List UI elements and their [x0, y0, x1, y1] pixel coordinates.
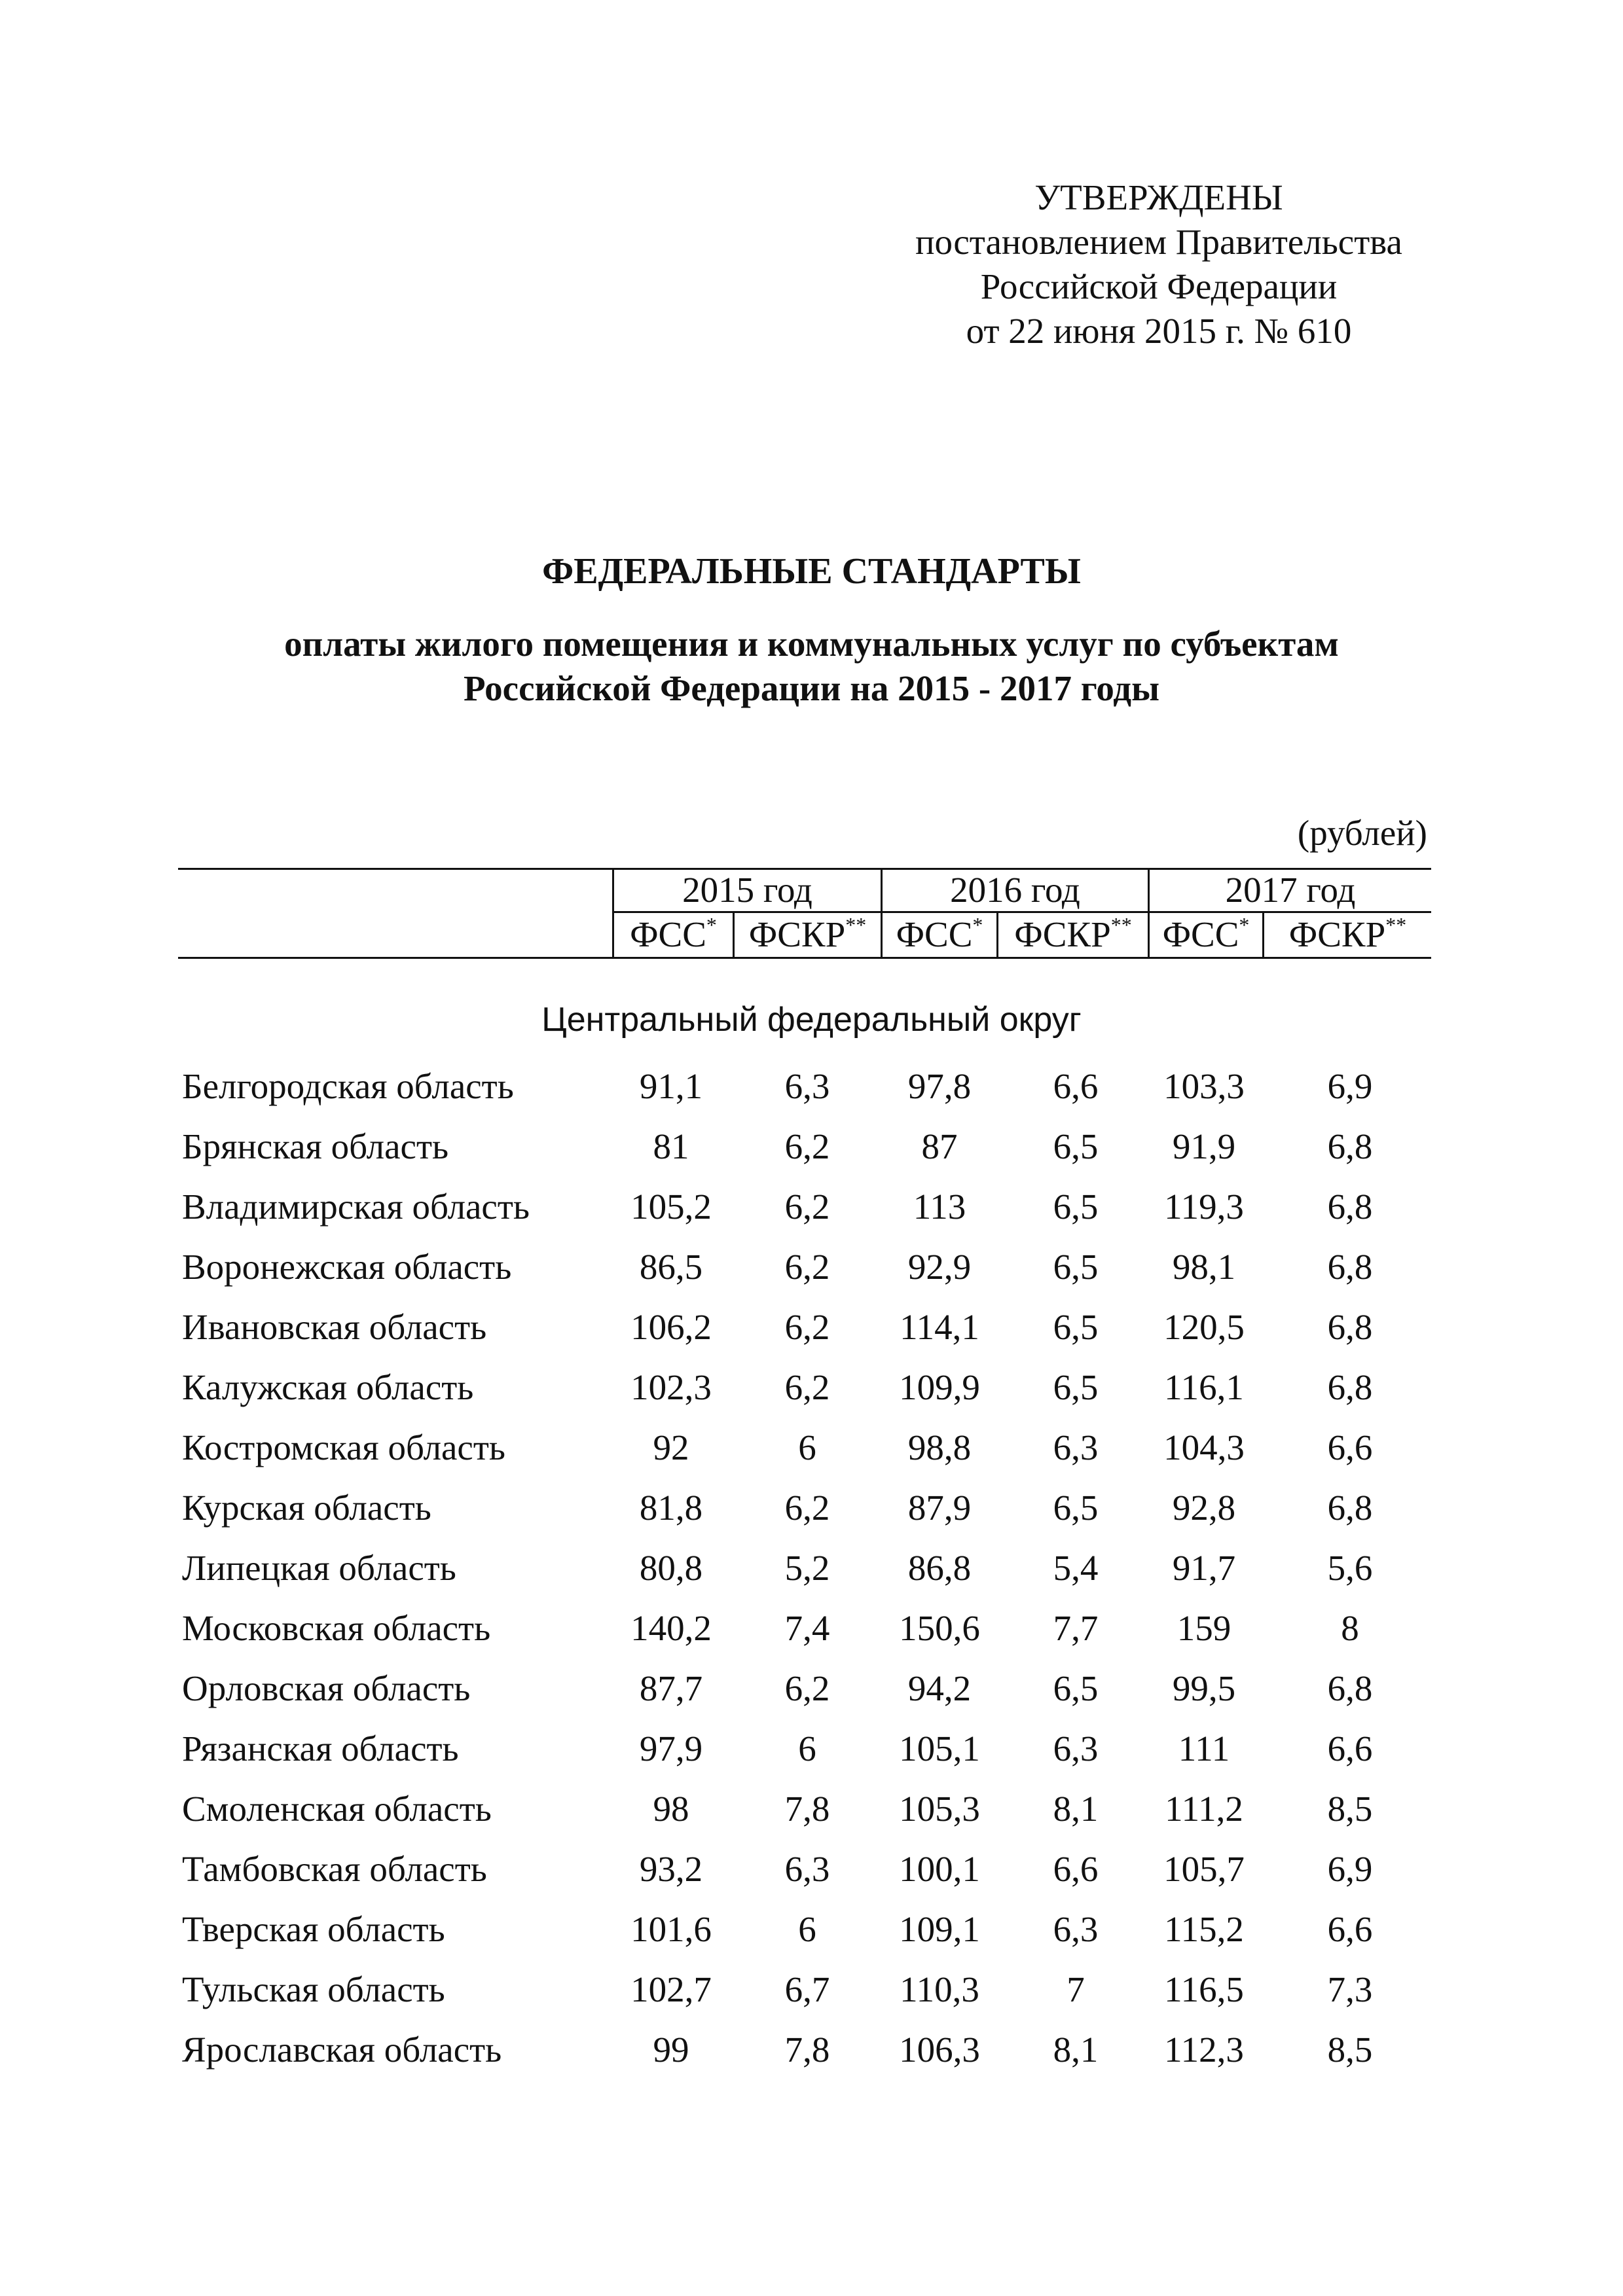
region-name: Смоленская область [182, 1789, 492, 1829]
value-fskr-2015: 6 [798, 1427, 816, 1467]
value-fskr-2016: 6,5 [1053, 1187, 1099, 1227]
value-fss-2015: 86,5 [639, 1247, 703, 1287]
region-name: Брянская область [182, 1126, 449, 1166]
value-fss-2017: 98,1 [1172, 1247, 1236, 1287]
value-fss-2017: 116,5 [1164, 1969, 1244, 2009]
value-fss-2016: 150,6 [899, 1608, 980, 1648]
year-header-2016: 2016 год [950, 870, 1080, 910]
value-fskr-2015: 7,4 [784, 1608, 830, 1648]
table-row [0, 1418, 1623, 1478]
value-fss-2015: 101,6 [630, 1909, 712, 1949]
value-fss-2015: 91,1 [639, 1066, 703, 1106]
value-fskr-2016: 6,5 [1053, 1367, 1099, 1407]
region-name: Орловская область [182, 1668, 471, 1708]
value-fskr-2015: 6,3 [784, 1066, 830, 1106]
region-name: Белгородская область [182, 1066, 514, 1106]
value-fskr-2015: 6,3 [784, 1849, 830, 1889]
value-fskr-2015: 6 [798, 1909, 816, 1949]
value-fskr-2016: 6,5 [1053, 1668, 1099, 1708]
value-fskr-2015: 6,2 [784, 1307, 830, 1347]
value-fss-2015: 81,8 [639, 1488, 703, 1528]
value-fss-2017: 159 [1176, 1608, 1231, 1648]
value-fss-2015: 99 [653, 2030, 689, 2070]
value-fskr-2017: 6,8 [1327, 1187, 1373, 1227]
region-name: Воронежская область [182, 1247, 512, 1287]
subtitle-line: оплаты жилого помещения и коммунальных услуг по субъектам [284, 624, 1339, 664]
column-header-fskr: ФСКР** [1288, 913, 1407, 954]
value-fss-2015: 92 [653, 1427, 689, 1467]
value-fss-2015: 97,9 [639, 1729, 703, 1768]
header-bottom-rule [178, 957, 1431, 959]
table-row [0, 1478, 1623, 1538]
value-fskr-2017: 6,9 [1327, 1849, 1373, 1889]
value-fss-2016: 106,3 [899, 2030, 980, 2070]
value-fskr-2017: 6,8 [1327, 1126, 1373, 1166]
value-fss-2017: 112,3 [1164, 2030, 1244, 2070]
value-fss-2016: 113 [913, 1187, 966, 1227]
value-fss-2016: 105,3 [899, 1789, 980, 1829]
value-fskr-2016: 6,5 [1053, 1488, 1099, 1528]
value-fskr-2015: 6,7 [784, 1969, 830, 2009]
table-row [0, 1056, 1623, 1117]
table-row [0, 1297, 1623, 1357]
value-fss-2017: 111,2 [1165, 1789, 1243, 1829]
document-subtitle [0, 622, 1623, 711]
approval-heading: УТВЕРЖДЕНЫ [1034, 177, 1283, 217]
value-fss-2017: 120,5 [1163, 1307, 1245, 1347]
value-fskr-2015: 7,8 [784, 2030, 830, 2070]
value-fskr-2017: 6,6 [1327, 1909, 1373, 1949]
table-row [0, 1117, 1623, 1177]
region-name: Липецкая область [182, 1548, 456, 1588]
year-header-2017: 2017 год [1225, 870, 1356, 910]
approval-date-line: от 22 июня 2015 г. № 610 [966, 311, 1352, 351]
value-fskr-2015: 6,2 [784, 1367, 830, 1407]
column-header-fss: ФСС* [896, 913, 983, 954]
table-row [0, 1899, 1623, 1960]
value-fss-2015: 81 [653, 1126, 689, 1166]
value-fskr-2015: 6,2 [784, 1488, 830, 1528]
value-fskr-2016: 6,3 [1053, 1729, 1099, 1768]
region-name: Тверская область [182, 1909, 445, 1949]
value-fskr-2015: 6,2 [784, 1247, 830, 1287]
value-fss-2017: 91,7 [1172, 1548, 1236, 1588]
value-fss-2016: 110,3 [900, 1969, 979, 2009]
value-fss-2016: 97,8 [907, 1066, 972, 1106]
value-fss-2015: 93,2 [639, 1849, 703, 1889]
value-fskr-2015: 6,2 [784, 1668, 830, 1708]
value-fss-2017: 116,1 [1164, 1367, 1244, 1407]
value-fss-2016: 94,2 [907, 1668, 972, 1708]
table-row [0, 2020, 1623, 2080]
value-fskr-2017: 6,8 [1327, 1247, 1373, 1287]
value-fskr-2015: 6 [798, 1729, 816, 1768]
value-fskr-2016: 6,3 [1053, 1427, 1099, 1467]
value-fss-2016: 87 [921, 1126, 958, 1166]
value-fskr-2016: 6,6 [1053, 1066, 1099, 1106]
value-fskr-2016: 6,5 [1053, 1247, 1099, 1287]
region-name: Рязанская область [182, 1729, 459, 1768]
value-fss-2015: 98 [653, 1789, 689, 1829]
column-header-fskr: ФСКР** [748, 913, 867, 954]
value-fss-2016: 100,1 [899, 1849, 980, 1889]
table-row [0, 1839, 1623, 1899]
region-name: Тамбовская область [182, 1849, 487, 1889]
table-row [0, 1659, 1623, 1719]
value-fss-2015: 105,2 [630, 1187, 712, 1227]
region-name: Тульская область [182, 1969, 445, 2009]
table-row [0, 1237, 1623, 1297]
region-name: Курская область [182, 1488, 431, 1528]
value-fskr-2016: 7 [1067, 1969, 1085, 2009]
value-fss-2017: 105,7 [1163, 1849, 1245, 1889]
value-fskr-2017: 8,5 [1327, 1789, 1373, 1829]
year-header-2015: 2015 год [682, 870, 812, 910]
region-name: Ярославская область [182, 2030, 502, 2070]
value-fss-2015: 87,7 [639, 1668, 703, 1708]
value-fskr-2017: 5,6 [1327, 1548, 1373, 1588]
value-fss-2016: 87,9 [907, 1488, 972, 1528]
approval-line: Российской Федерации [980, 266, 1338, 306]
value-fskr-2015: 7,8 [784, 1789, 830, 1829]
value-fskr-2017: 6,8 [1327, 1668, 1373, 1708]
approval-block [890, 175, 1427, 353]
value-fskr-2015: 6,2 [784, 1187, 830, 1227]
table-row [0, 1719, 1623, 1779]
value-fss-2017: 111 [1178, 1729, 1230, 1768]
value-fss-2017: 92,8 [1172, 1488, 1236, 1528]
table-row [0, 1598, 1623, 1659]
value-fskr-2016: 8,1 [1053, 2030, 1099, 2070]
value-fskr-2016: 6,6 [1053, 1849, 1099, 1889]
value-fskr-2017: 6,6 [1327, 1729, 1373, 1768]
value-fskr-2017: 6,8 [1327, 1367, 1373, 1407]
value-fss-2016: 114,1 [900, 1307, 979, 1347]
region-name: Ивановская область [182, 1307, 487, 1347]
value-fss-2016: 86,8 [907, 1548, 972, 1588]
value-fss-2015: 102,7 [630, 1969, 712, 2009]
value-fskr-2017: 8,5 [1327, 2030, 1373, 2070]
column-header-fss: ФСС* [1162, 913, 1250, 954]
value-fss-2017: 91,9 [1172, 1126, 1236, 1166]
value-fskr-2017: 8 [1341, 1608, 1359, 1648]
value-fskr-2017: 6,8 [1327, 1488, 1373, 1528]
value-fss-2017: 119,3 [1164, 1187, 1244, 1227]
value-fss-2016: 109,9 [899, 1367, 980, 1407]
region-name: Калужская область [182, 1367, 474, 1407]
value-fss-2017: 115,2 [1164, 1909, 1244, 1949]
column-header-fss: ФСС* [630, 913, 717, 954]
value-fskr-2016: 5,4 [1053, 1548, 1099, 1588]
value-fss-2016: 98,8 [907, 1427, 972, 1467]
value-fskr-2016: 6,5 [1053, 1126, 1099, 1166]
value-fskr-2016: 8,1 [1053, 1789, 1099, 1829]
table-row [0, 1779, 1623, 1839]
table-row [0, 1357, 1623, 1418]
value-fss-2016: 105,1 [899, 1729, 980, 1768]
value-fskr-2017: 6,9 [1327, 1066, 1373, 1106]
value-fskr-2017: 6,6 [1327, 1427, 1373, 1467]
region-name: Костромская область [182, 1427, 505, 1467]
value-fskr-2015: 6,2 [784, 1126, 830, 1166]
table-row [0, 1177, 1623, 1237]
value-fskr-2016: 6,5 [1053, 1307, 1099, 1347]
approval-line: постановлением Правительства [915, 222, 1402, 262]
region-name: Московская область [182, 1608, 491, 1648]
column-header-fskr: ФСКР** [1014, 913, 1132, 954]
value-fss-2015: 140,2 [630, 1608, 712, 1648]
value-fskr-2015: 5,2 [784, 1548, 830, 1588]
subtitle-line: Российской Федерации на 2015 - 2017 годы [463, 668, 1160, 708]
federal-district-heading: Центральный федеральный округ [541, 1001, 1082, 1039]
table-body [0, 1056, 1623, 2080]
region-name: Владимирская область [182, 1187, 530, 1227]
value-fss-2016: 92,9 [907, 1247, 972, 1287]
table-row [0, 1538, 1623, 1598]
table-row [0, 1960, 1623, 2020]
value-fss-2015: 102,3 [630, 1367, 712, 1407]
value-fskr-2017: 7,3 [1327, 1969, 1373, 2009]
value-fss-2017: 103,3 [1163, 1066, 1245, 1106]
value-fss-2015: 106,2 [630, 1307, 712, 1347]
value-fskr-2016: 6,3 [1053, 1909, 1099, 1949]
units-label: (рублей) [1297, 813, 1427, 853]
value-fskr-2016: 7,7 [1053, 1608, 1099, 1648]
value-fss-2017: 104,3 [1163, 1427, 1245, 1467]
value-fss-2015: 80,8 [639, 1548, 703, 1588]
value-fss-2017: 99,5 [1172, 1668, 1236, 1708]
value-fss-2016: 109,1 [899, 1909, 980, 1949]
value-fskr-2017: 6,8 [1327, 1307, 1373, 1347]
document-title: ФЕДЕРАЛЬНЫЕ СТАНДАРТЫ [542, 551, 1081, 592]
